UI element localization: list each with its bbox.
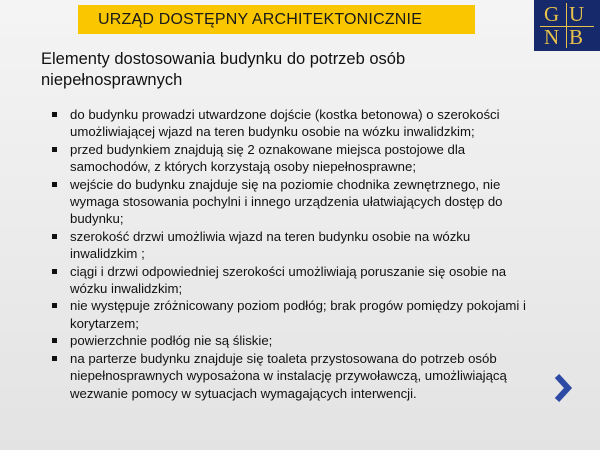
chevron-right-icon [552,373,574,403]
gunb-logo [534,0,600,51]
bullet-text: ciągi i drzwi odpowiedniej szerokości umożliwiają poruszanie się osobie na wózku inwalidzkim; [70,263,507,297]
bullet-marker [52,147,57,152]
bullet-item [50,176,540,228]
bullet-marker [52,182,57,187]
bullet-item [50,228,540,263]
slide-title: URZĄD DOSTĘPNY ARCHITEKTONICZNIE [98,10,423,28]
bullet-item [50,263,540,298]
next-slide-button[interactable] [552,373,574,403]
bullet-item [50,350,540,402]
slide-title-bar [78,5,475,34]
bullet-text: do budynku prowadzi utwardzone dojście (kostka betonowa) o szerokości umożliwiającej wjazd na teren budynku osobie na wózku inwalidzkim; [70,107,500,140]
bullet-text: przed budynkiem znajdują się 2 oznakowane miejsca postojowe dla samochodów, z których korzystają osoby niepełnosprawne; [70,141,466,175]
bullet-list [50,106,540,402]
bullet-item [50,141,540,176]
bullet-marker [52,269,57,274]
bullet-item [50,106,540,141]
bullet-marker [52,234,57,239]
bullet-text: powierzchnie podłóg nie są śliskie; [70,333,273,349]
logo-letter: B [569,25,584,49]
bullet-text: szerokość drzwi umożliwia wjazd na teren budynku osobie na wózku inwalidzkim ; [70,228,471,262]
slide-subtitle: Elementy dostosowania budynku do potrzeb osób niepełnosprawnych [41,50,406,89]
bullet-text: wejście do budynku znajduje się na poziomie chodnika zewnętrznego, nie wymaga stosowania pochylni i innego urządzenia ułatwiających dostęp do budynku; [70,176,503,227]
bullet-item [50,297,540,332]
bullet-item [50,332,540,349]
bullet-marker [52,112,57,117]
logo-letter: N [544,25,560,49]
bullet-text: nie występuje zróżnicowany poziom podłóg; brak progów pomiędzy pokojami i korytarzem; [70,298,526,331]
bullet-text: na parterze budynku znajduje się toaleta przystosowana do potrzeb osób niepełnosprawnych wyposażona w instalację przywoławczą, umożliwiającą wezwanie pomocy w sytuacjach wymagających interwencji. [70,350,507,401]
logo-letter: G [544,2,560,26]
logo-letter: U [569,2,585,26]
bullet-marker [52,356,57,361]
bullet-marker [52,338,57,343]
bullet-marker [52,303,57,308]
